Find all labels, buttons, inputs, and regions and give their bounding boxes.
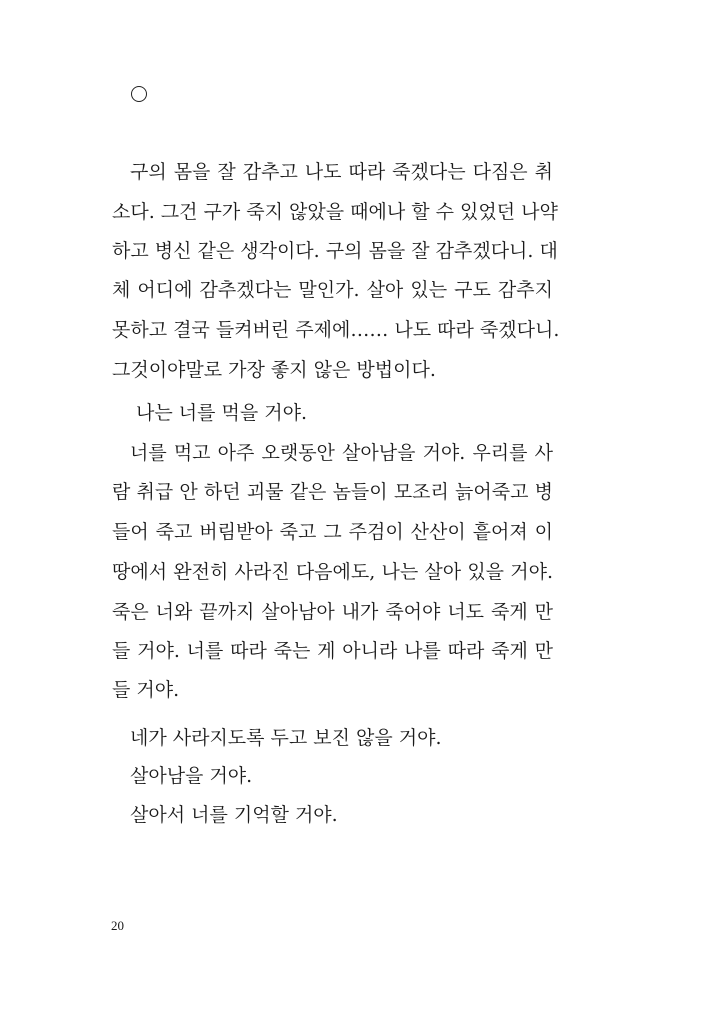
text-line: 람 취급 안 하던 괴물 같은 놈들이 모조리 늙어죽고 병 bbox=[112, 481, 553, 503]
text-line: 하고 병신 같은 생각이다. 구의 몸을 잘 감추겠다니. 대 bbox=[112, 240, 558, 262]
text-line: 너를 먹고 아주 오랫동안 살아남을 거야. 우리를 사 bbox=[130, 442, 553, 464]
section-break-circle bbox=[131, 86, 147, 102]
text-line: 들 거야. bbox=[112, 679, 180, 701]
text-line: 나는 너를 먹을 거야. bbox=[136, 402, 307, 424]
text-line: 땅에서 완전히 사라진 다음에도, 나는 살아 있을 거야. bbox=[112, 561, 553, 583]
text-line: 들어 죽고 버림받아 죽고 그 주검이 산산이 흩어져 이 bbox=[112, 521, 553, 543]
text-line: 살아남을 거야. bbox=[130, 765, 253, 787]
text-line: 그것이야말로 가장 좋지 않은 방법이다. bbox=[112, 359, 436, 381]
text-line: 들 거야. 너를 따라 죽는 게 아니라 나를 따라 죽게 만 bbox=[112, 640, 553, 662]
text-line: 소다. 그건 구가 죽지 않았을 때에나 할 수 있었던 나약 bbox=[112, 201, 558, 223]
text-line: 못하고 결국 들켜버린 주제에…… 나도 따라 죽겠다니. bbox=[112, 319, 560, 341]
text-line: 네가 사라지도록 두고 보진 않을 거야. bbox=[130, 727, 442, 749]
page-number: 20 bbox=[111, 918, 124, 933]
text-line: 살아서 너를 기억할 거야. bbox=[130, 804, 338, 826]
text-line: 구의 몸을 잘 감추고 나도 따라 죽겠다는 다짐은 취 bbox=[130, 161, 553, 183]
text-line: 죽은 너와 끝까지 살아남아 내가 죽어야 너도 죽게 만 bbox=[112, 601, 553, 623]
text-line: 체 어디에 감추겠다는 말인가. 살아 있는 구도 감추지 bbox=[112, 279, 553, 301]
